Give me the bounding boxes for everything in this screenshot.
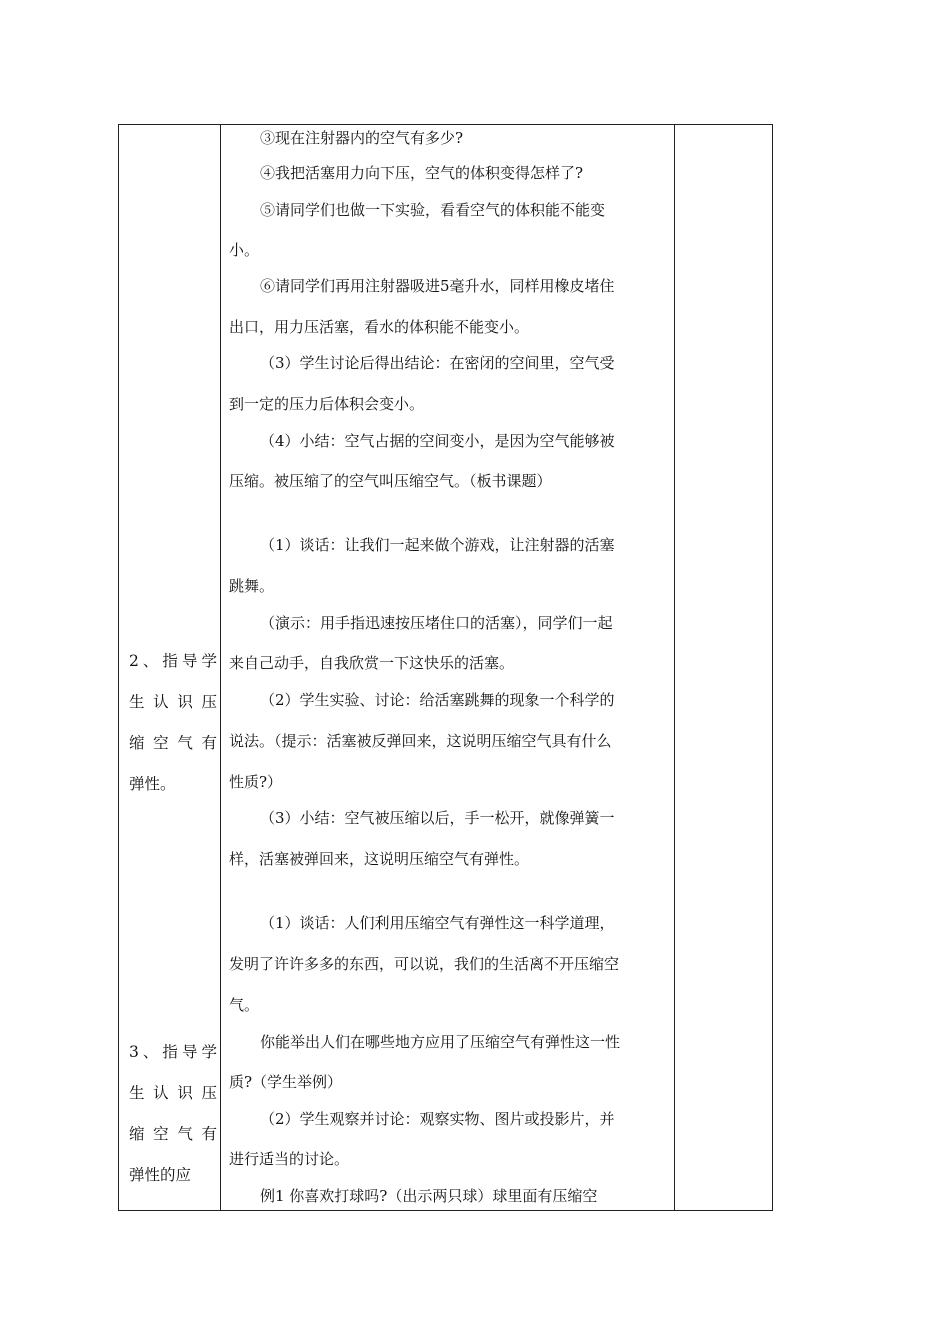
text-line: ⑤请同学们也做一下实验，看看空气的体积能不能变 <box>260 201 606 219</box>
section-2-label: 2、指导学 生认识压 缩空气有 弹性。 <box>129 652 217 793</box>
text-line: 气。 <box>229 996 260 1014</box>
text-line: 发明了许许多多的东西，可以说，我们的生活离不开压缩空 <box>229 955 620 973</box>
text-line: 样，活塞被弹回来，这说明压缩空气有弹性。 <box>229 850 530 868</box>
text-line: 说法。（提示：活塞被反弹回来，这说明压缩空气具有什么 <box>229 732 612 750</box>
text-line: 跳舞。 <box>229 577 275 595</box>
text-line: 压缩。被压缩了的空气叫压缩空气。（板书课题） <box>229 472 552 490</box>
text-line: 你能举出人们在哪些地方应用了压缩空气有弹性这一性 <box>260 1033 621 1051</box>
text-line: （3）小结：空气被压缩以后，手一松开，就像弹簧一 <box>260 809 615 827</box>
text-line: （4）小结：空气占据的空间变小，是因为空气能够被 <box>260 432 615 450</box>
text-line: ⑥请同学们再用注射器吸进5毫升水，同样用橡皮堵住 <box>260 277 615 295</box>
section-3-label: 3、指导学 生认识压 缩空气有 弹性的应 <box>129 1043 217 1184</box>
text-line: 出口，用力压活塞，看水的体积能不能变小。 <box>229 318 530 336</box>
lesson-plan-table <box>118 124 773 1211</box>
text-line: （2）学生观察并讨论：观察实物、图片或投影片，并 <box>260 1110 615 1128</box>
text-line: （2）学生实验、讨论：给活塞跳舞的现象一个科学的 <box>260 691 615 709</box>
text-line: ④我把活塞用力向下压，空气的体积变得怎样了? <box>260 164 584 182</box>
text-line: 例1 你喜欢打球吗?（出示两只球）球里面有压缩空 <box>260 1187 598 1205</box>
text-line: ③现在注射器内的空气有多少? <box>260 129 464 147</box>
text-line: （1）谈话：人们利用压缩空气有弹性这一科学道理， <box>260 914 615 932</box>
column-divider <box>220 125 221 1210</box>
text-line: 进行适当的讨论。 <box>229 1150 350 1168</box>
text-line: 来自己动手，自我欣赏一下这快乐的活塞。 <box>229 654 515 672</box>
text-line: （3）学生讨论后得出结论：在密闭的空间里，空气受 <box>260 354 615 372</box>
text-line: 小。 <box>229 241 260 259</box>
text-line: （1）谈话：让我们一起来做个游戏，让注射器的活塞 <box>260 536 615 554</box>
text-line: 质?（学生举例） <box>229 1073 343 1091</box>
text-line: 性质?） <box>229 773 283 791</box>
text-line: （演示：用手指迅速按压堵住口的活塞），同学们一起 <box>260 614 613 632</box>
text-line: 到一定的压力后体积会变小。 <box>229 395 425 413</box>
notes-column <box>674 125 772 1210</box>
